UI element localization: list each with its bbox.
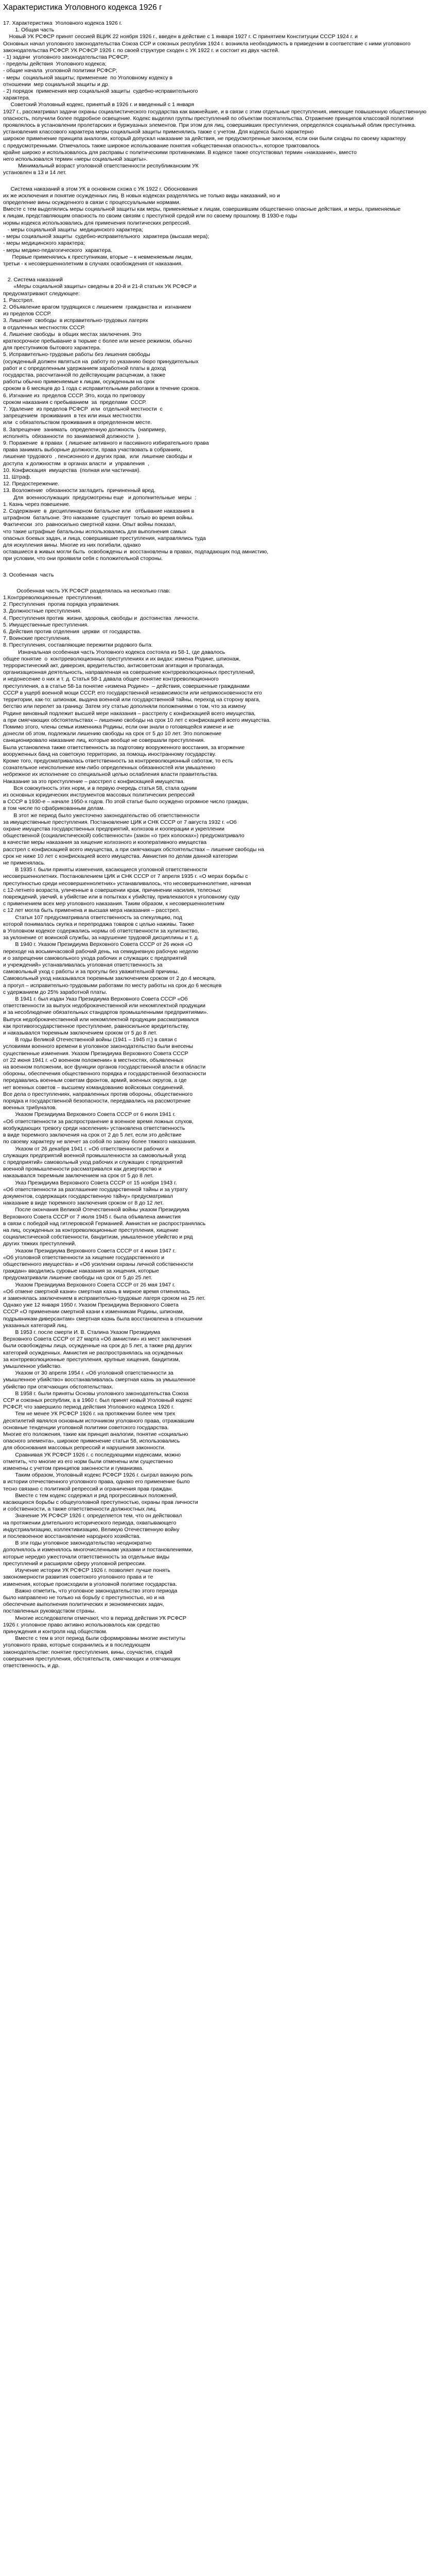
text-line: «Об ответственности за разглашение государственной тайны и за утрату [3,1186,188,1193]
text-line: 2. Объявление врагом трудящихся с лишением гражданства и изгнанием [3,303,191,310]
text-line: В годы Великой Отечественной войны (1941 – 1945 гг.) в связи с [3,1037,177,1043]
text-line: 5. Имущественные преступления. [3,621,89,628]
text-line: 8. Преступления, составляющие пережитки родового быта. [3,642,153,649]
text-line: дополнялось и изменялось многочисленными указами и постановлениями, [3,1547,193,1553]
text-line: 5. Исправительно-трудовые работы без лишения свободы [3,351,150,358]
text-line: в том числе по сфабрикованным делам. [3,805,105,812]
text-line: с 12-летнего возраста, уличенные в совершении краж, причинении насилия, телесных [3,887,221,893]
text-line: и послевоенное восстановление народного хозяйства. [3,1533,141,1540]
text-line: других тяжких преступлений. [3,1241,76,1247]
text-line: совершения преступления, обстоятельств, смягчающих и отягчающих [3,1655,181,1662]
text-line: ответственность, и др. [3,1662,60,1669]
text-line: В 1941 г. был издан Указ Президиума Верховного Совета СССР «Об [3,996,188,1003]
text-line: уголовного права, которые сохранились и в последующем [3,1642,150,1649]
text-line: предусматривали лишение свободы на срок от 5 до 25 лет. [3,1275,152,1281]
text-line: вооруженных банд на советскую территорию, за помощь иностранному государству. [3,751,216,757]
text-line: Указом Президиума Верховного Совета СССР от 26 мая 1947 г. [3,1281,176,1288]
text-line: проявлялось в установлении пролетарских и буржуазных элементов. При этом для лиц, совершивших преступления, определялся социальный облик преступника. [3,122,416,129]
text-line: крайне широко и использовалось для расправы с политическими противниками. В кодексе также отсутствовал термин «наказание», вместо [3,149,357,156]
text-line: работ и с определенным удержанием заработной платы в доход [3,365,166,371]
text-line: Фактически это равносильно смертной казни. Опыт войны показал, [3,521,177,528]
text-line: законодательстве: понятие преступления, вины, соучастия, стадий [3,1649,172,1655]
text-line: Основных начал уголовного законодательства Союза ССР и союзных республик 1924 г. возникла необходимость в приведении в соответствие с ними уголовного [3,40,411,47]
text-line: изменения, которые происходили в уголовной политике государства. [3,1581,177,1587]
text-line: Таким образом, Уголовный кодекс РСФСР 1926 г. сыграл важную роль [3,1472,193,1479]
text-line: штрафном батальоне. Это наказание существует только во время войны. [3,515,194,521]
text-line: самовольный уход с работы и за прогулы без уважительной причины. [3,969,179,975]
text-line: предусматривают следующее: [3,290,80,297]
text-line: В 1940 г. Указом Президиума Верховного Совета СССР от 26 июня «О [3,941,193,948]
text-line: Сравнивая УК РСФСР 1926 г. с последующими кодексами, можно [3,1451,181,1458]
document-body [3,20,433,1669]
text-line: «Меры социальной защиты» сведены в 20-й и 21-й статьях УК РСФСР и [3,283,197,290]
text-line: Указом Президиума Верховного Совета СССР от 4 июня 1947 г. [3,1247,176,1254]
text-line: Верховного Совета СССР от 27 марта «Об амнистии» из мест заключения [3,1336,191,1343]
text-line: принуждения и контроля над обществом. [3,1628,108,1635]
section [3,20,433,177]
text-line: 13. Возложение обязанности загладить причиненный вред. [3,487,156,494]
text-line: подрывникам-диверсантам» смертная казнь была восстановлена в отношении [3,1315,203,1322]
text-line: и недонесение о них и т. д. Статья 58-1 давала общее понятие контрреволюционного [3,676,219,683]
text-line: за уклонение от воинской службы, за нарушение трудовой дисциплины и т. д. [3,935,199,941]
text-line: СССР «О применении смертной казни к изменникам Родины, шпионам, [3,1309,184,1315]
text-line: донесли об этом, подлежали лишению свободы на срок от 5 до 10 лет. Это положение [3,731,222,737]
text-line: граждан» вводились суровые наказания за хищения, которые [3,1268,159,1275]
text-line: с предусмотренными. Отмечалось также широкое использование понятия «общественная опасность», которое трактовалось [3,142,320,149]
text-line: к лицам, представляющим опасность по своим связям с преступной средой или по своему прошлому. В 1930-е годы [3,213,298,219]
text-line: Помимо этого, члены семьи изменника Родины, если они знали о готовящейся измене и не [3,723,234,730]
text-line: 6. Изгнание из пределов СССР. Это, когда по приговору [3,392,145,399]
text-line: территории, как-то: шпионаж, выдача военной или государственной тайны, переход на сторону врага, [3,697,260,703]
text-line: возбуждающих тревогу среди населения» установлена ответственность [3,1125,185,1131]
text-line: которые нередко ужесточали ответственность за отдельные виды [3,1553,170,1560]
text-line: обеспечение выполнения политических и экономических задач, [3,1601,164,1608]
text-line: права занимать выборные должности, права участвовать в собраниях, [3,447,182,453]
text-line: в истории отечественного уголовного права, однако его применение было [3,1479,190,1485]
text-line: служащих предприятий военной промышленности за самовольный уход [3,1152,186,1159]
text-line: в качестве меры наказания за хищение колхозного и кооперативного имущества [3,839,207,846]
text-line: - меры социальной защиты медицинского характера; [3,226,143,233]
text-line: 4. Лишение свободы в общих местах заключения. Это [3,331,142,337]
text-line: были освобождены лица, осужденные на срок до 5 лет, а также ряд других [3,1343,192,1349]
text-line: Важно отметить, что уголовное законодательство этого периода [3,1587,178,1594]
text-line: условиями военного времени в уголовное законодательство были внесены [3,1043,193,1050]
text-line: (осужденный должен являться на работу по указанию бюро принудительных [3,358,199,365]
text-line: для обоснования массовых репрессий и нарушения законности. [3,1445,166,1451]
text-line: убийство при отягчающих обстоятельствах. [3,1383,113,1390]
text-line: с 12 лет могла быть применена и высшая мера наказания – расстрел. [3,907,180,914]
section [3,277,433,563]
text-line: при условии, что они проявили себя с положительной стороны. [3,555,163,562]
text-line: Указом Президиума Верховного Совета СССР от 6 июля 1941 г. [3,1111,176,1118]
text-line: террористический акт, диверсия, вредительство, антисоветская агитация и пропаганда, [3,663,224,669]
text-line: передавались военным советам фронтов, армий, военных округов, а где [3,1077,187,1084]
text-line: Минимальный возраст уголовной ответственности республиканским УК [3,163,199,170]
document-title: Характеристика Уголовного кодекса 1926 г [3,3,162,12]
text-line: Вместе с тем кодекс содержал и ряд прогрессивных положений, [3,1492,178,1499]
text-line: и о запрещении самовольного ухода рабочих и служащих с предприятий [3,955,187,961]
text-line: на военном положении, все функции органов государственной власти в области [3,1064,206,1071]
text-line: 7. Удаление из пределов РСФСР или отдельной местности с [3,405,163,412]
text-line: доступа к должностям в органах власти и управления , [3,460,149,467]
text-line: в Уголовном кодексе содержались нормы об ответственности за хулиганство, [3,928,199,934]
text-line: оставшиеся в живых могли быть освобождены и восстановлены в правах, подпадающих под амнистию, [3,549,269,555]
text-line: Кроме того, предусматривалась ответственность за контрреволюционный саботаж, то есть [3,757,233,764]
text-line: сроком наказания с пребыванием за пределами СССР. [3,399,147,405]
text-line: изменены с учетом принципов законности и гуманизма. [3,1465,144,1472]
text-line: индустриализацию, коллективизацию, Великую Отечественную войну [3,1526,180,1533]
text-line: бегство или перелет за границу. Затем эту статью дополняли положениями о том, что за измену [3,703,246,710]
text-line: После окончания Великой Отечественной войны указом Президиума [3,1207,189,1213]
text-line: исполнять обязанности по занимаемой должности ). [3,433,140,439]
text-line: - общие начала уголовной политики РСФСР; [3,67,117,74]
text-line: с применением всех мер уголовного наказания. Таким образом, к несовершеннолетним [3,901,224,907]
text-line: в СССР в 1930-е – начале 1950-х годов. По этой статье было осуждено огромное число граждан, [3,799,249,805]
text-line: и учреждений» устанавливалась уголовная ответственность за [3,962,163,969]
text-line: Указ Президиума Верховного Совета СССР от 15 ноября 1943 г. [3,1179,177,1186]
text-line: отношении мер социальной защиты и др. [3,81,110,88]
text-line: Система наказаний в этом УК в основном схожа с УК 1922 г. Обоснования [3,185,198,192]
text-line: и собственности, а также ответственности должностных лиц. [3,1506,157,1513]
text-line: 1. Общая часть [3,27,55,33]
text-line: третьи - к несовершеннолетним в случаях освобождения от наказания. [3,260,183,267]
text-line: опасность, получили более подробное освещение. Кодекс выделял группы преступлений по объектам посягательства. Отражение принципов классовой политики [3,115,414,122]
text-line: «Об отмене смертной казни» смертная казнь в мирное время отменялась [3,1288,190,1295]
text-line: наказание в виде тюремного заключения сроком от 8 до 12 лет. [3,1200,164,1207]
text-line: расстрел с конфискацией всего имущества, а при смягчающих обстоятельствах – лишение свободы на [3,846,264,853]
text-line: опасных боевых задач, и лица, совершившие преступления, направлялись туда [3,535,206,541]
text-line: определение вины осужденного в связи с процессуальными нормами. [3,199,181,206]
text-line: Первые применялись к преступникам, вторые – к невменяемым лицам, [3,253,193,260]
text-line: 12. Предостережение. [3,481,60,487]
text-line: Все дела о преступлениях, направленных против обороны, общественного [3,1091,193,1097]
text-line: Верховного Совета СССР от 7 июля 1945 г. была объявлена амнистия [3,1213,181,1220]
text-line: 10. Конфискация имущества (полная или частичная). [3,467,141,473]
text-line: «Об ответственности за распространение в военное время ложных слухов, [3,1118,194,1125]
text-line: - меры медико-педагогического характера. [3,247,112,253]
text-line: а прогул – исправительно-трудовыми работами по месту работы на срок до 6 месяцев [3,982,222,989]
text-line: Указом от 26 декабря 1941 г. «Об ответственности рабочих и [3,1145,169,1152]
text-line: Указом от 30 апреля 1954 г. «Об уголовной ответственности за [3,1370,173,1377]
text-line: 9. Поражение в правах ( лишение активного и пассивного избирательного права [3,439,209,446]
text-line: Тем не менее УК РСФСР 1926 г. на протяжении более чем трех [3,1411,176,1417]
text-line: которой понималась скупка и перепродажа товаров с целью наживы. Также [3,921,195,927]
text-line: документов, содержащих государственную тайну» предусматривал [3,1193,173,1199]
text-line: за имущественные преступления. Постановление ЦИК и СНК СССР от 7 августа 1932 г. «Об [3,819,237,825]
text-line: ответственности за выпуск недоброкачественной или некомплектной продукции [3,1003,205,1009]
text-line: Вместе с тем выделялись меры социальной защиты как меры, применяемые к лицам, совершившим общественно опасные действия, и меры, применяемые [3,206,401,213]
text-line: Для военнослужащих предусмотрены еще и дополнительные меры : [3,494,196,501]
text-line: по своему характеру не влечет за собой по закону более тяжкого наказания. [3,1139,197,1145]
text-line: военных трибуналов. [3,1105,57,1111]
text-line: в отдаленных местностях СССР. [3,324,85,331]
text-line: него использовался термин «меры социальной защиты». [3,156,148,163]
text-line: 7. Воинские преступления. [3,635,71,642]
text-line: законодательства РСФСР. УК РСФСР 1926 г. по своей структуре сходен с УК 1922 г. и состоит из двух частей. [3,47,280,54]
text-line: 1. Расстрел. [3,297,34,303]
text-line: и за несоблюдение обязательных стандартов промышленными предприятиями». [3,1009,208,1016]
text-line: охране имущества государственных предприятий, колхозов и кооперации и укреплении [3,825,224,832]
text-line: В эти годы уголовное законодательство неоднократно [3,1540,152,1547]
text-line: работы обычно применяемые к лицам, осужденным на срок [3,379,155,385]
text-line: повреждений, увечий, в убийстве или в попытках к убийству, привлекаются к уголовному суду [3,893,240,900]
text-line: установления классового характера меры социальной защиты применялись также с учетом. Для кодекса было характерно [3,129,314,135]
text-line: указанных категорий лиц. [3,1322,68,1329]
text-line: 8. Запрещение занимать определенную должность (например, [3,426,166,433]
section [3,572,433,579]
text-line: 2. Преступления против порядка управления. [3,601,120,608]
text-line: характера. [3,95,30,101]
text-line: - меры социальной защиты судебно-исправительного характера (высшая мера); [3,233,210,240]
text-line: для преступников бытового характера. [3,345,101,351]
text-line: основные тенденции уголовной политики советского государства. [3,1424,169,1431]
text-line: государства, рассчитанной по действующим расценкам, а также [3,371,166,378]
text-line: широкое применение принципа аналогии, который допускал наказание за действия, не предусмотренные законом, если они были сходны по своему характеру [3,135,406,142]
text-line: Самовольный уход наказывался тюремным заключением сроком от 2 до 4 месяцев, [3,975,216,982]
text-line: Родине виновный подлежит высшей мере наказания – расстрелу с конфискацией всего имущества, [3,710,256,717]
text-line: Наказание за это преступление – расстрел с конфискацией имущества. [3,778,185,785]
text-line: РСФСР, что завершило период действия Уголовного кодекса 1926 г. [3,1404,175,1411]
text-line: 2. Система наказаний [3,277,63,283]
text-line: преступлений и расширяли сферу уголовной репрессии. [3,1560,146,1567]
text-line: как противогосударственное преступление, равносильное вредительству, [3,1023,189,1029]
text-line: В 1953 г. после смерти И. В. Сталина Указом Президиума [3,1329,161,1335]
section [3,186,433,267]
text-line: - меры социальной защиты; применение по Уголовному кодексу в [3,74,173,81]
text-line: 2. Содержание в дисциплинарном батальоне или отбывание наказания в [3,508,195,515]
section [3,588,433,1669]
text-line: опасного элемента», широкое применение статьи 58, использовались [3,1438,180,1445]
text-line: поставленных руководством страны. [3,1608,96,1615]
text-line: общее понятие о контрреволюционных преступлениях и их видах: измена Родине, шпионаж, [3,655,241,662]
text-line: и заменялась заключением в исправительно-трудовые лагеря сроком на 25 лет. [3,1295,205,1301]
text-line: преступления, а в статье 58-1а понятие «измена Родине» – действия, совершенные гражданами [3,683,250,689]
text-line: несовершеннолетних. Постановлением ЦИК и СНК СССР от 7 апреля 1935 г. «О мерах борьбы с [3,873,248,880]
text-line: тесно связано с политикой репрессий и ограничения прав граждан. [3,1485,173,1492]
text-line: 1927 г., рассматривал задачи охраны социалистического государства как важнейшие, и в связи с этим отдельные преступления, имеющие повышенную общественную [3,108,427,115]
text-line: Выпуск недоброкачественной или некомплектной продукции рассматривался [3,1016,199,1023]
text-line: 1. Казнь через повешение. [3,501,71,507]
text-line: военной промышленности рассматривался как дезертирство и [3,1166,162,1173]
text-line: отметить, что многие из его норм были отменены или существенно [3,1458,173,1465]
text-line: 3. Должностные преступления. [3,608,82,615]
text-line: категорий осужденных. Амнистия не распространялась на осужденных [3,1349,183,1356]
text-line: переходе на восьмичасовой рабочий день, на семидневную рабочую неделю [3,948,199,955]
text-line: В этот же период было ужесточено законодательство об ответственности [3,812,200,819]
text-line: в виде тюремного заключения на срок от 2 до 5 лет, если это действие [3,1132,182,1139]
text-line: Однако уже 12 января 1950 г. Указом Президиума Верховного Совета [3,1302,179,1309]
text-line: на лиц, осужденных за контрреволюционные преступления, хищение [3,1227,179,1233]
text-line: умышленное убийство» восстанавливалась смертная казнь за умышленное [3,1377,196,1383]
text-line: порядка и государственной безопасности, передавались на рассмотрение [3,1098,191,1105]
text-line: СССР в ущерб военной мощи СССР, его государственной независимости или неприкосновенности его [3,689,262,696]
text-line: 11. Штраф. [3,474,31,480]
text-line: их же исключения и понятие осужденных лиц. В новых кодексах разделялись не только виды наказаний, но и [3,192,280,199]
text-line: Изучение истории УК РСФСР 1926 г. позволяет лучше понять [3,1567,170,1574]
text-line: а при смягчающих обстоятельствах – лишению свободы на срок 10 лет с конфискацией всего имущества. [3,717,271,723]
text-line: В 1958 г. были приняты Основы уголовного законодательства Союза [3,1390,189,1397]
text-line: 17. Характеристика Уголовного кодекса 1926 г. [3,20,123,26]
text-line: что такие штрафные батальоны использовались для выполнения самых [3,528,186,535]
text-line: от 22 июня 1941 г. «О военном положении» в местностях, объявленных [3,1057,184,1063]
text-line: за контрреволюционные преступления, крупные хищения, бандитизм, [3,1356,180,1363]
text-line: из пределов СССР. [3,311,51,317]
text-line: запрещением проживания в тех или иных местностях [3,413,142,419]
text-line: санкционировало наказание лиц, которые вообще не совершали преступления. [3,737,205,744]
text-line: Новый УК РСФСР принят сессией ВЦИК 22 ноября 1926 г., введен в действие с 1 января 1927 г. С принятием Конституции СССР 1924 г. и [3,33,358,40]
text-line: преступностью среди несовершеннолетних» устанавливалось, что несовершеннолетние, начиная [3,880,251,887]
text-line: 4. Преступления против жизни, здоровья, свободы и достоинства личности. [3,615,199,621]
text-line: Многие исследователи отмечают, что в период действия УК РСФСР [3,1615,186,1621]
text-line: и наказывался тюремным заключением сроком от 5 до 8 лет. [3,1030,158,1037]
text-line: организационная деятельность, направленная на совершение контрреволюционных преступлений, [3,669,255,676]
text-line: срок не ниже 10 лет с конфискацией всего имущества. Амнистия по делам данной категории [3,853,238,859]
text-line: десятилетий являлся основным источником уголовного права, отражавшим [3,1417,195,1424]
text-line: - 1) задачи уголовного законодательства РСФСР; [3,54,129,61]
text-line: небрежное их исполнение со специальной целью ослабления власти правительства. [3,771,218,778]
text-line: на протяжении длительного исторического периода, охватывающего [3,1519,177,1526]
text-line: было направлено не только на борьбу с преступностью, но и на [3,1594,165,1601]
text-line: существенные изменения. Указом Президиума Верховного Совета СССР [3,1050,188,1057]
text-line: В 1935 г. были приняты изменения, касающиеся уголовной ответственности [3,867,207,873]
text-line: Советский Уголовный кодекс, принятый в 1926 г. и введенный с 1 января [3,101,195,108]
text-line: краткосрочное пребывание в тюрьме с более или менее режимом, обычно [3,337,192,344]
text-line: Значение УК РСФСР 1926 г. определяется тем, что он действовал [3,1513,182,1519]
text-line: общественного имущества» и «Об усилении охраны личной собственности [3,1261,194,1267]
text-line: нормы кодекса использовались для применения политических репрессий. [3,219,191,226]
text-line: общественной (социалистической) собственности» (закон «о трех колосках») предусматривало [3,833,245,839]
text-line: для искупления вины. Многие из них погибали, однако [3,542,141,549]
text-line: сознательное неисполнение кем-либо определенных обязанностей или умышленно [3,765,216,771]
text-line: Вместе с тем в этот период были сформированы многие институты [3,1635,186,1642]
text-line: лишение трудового , пенсионного и других прав, или лишение свободы и [3,453,192,460]
text-line: «Об уголовной ответственности за хищение государственного и [3,1254,165,1261]
text-line: или с обязательством проживания в определенном месте. [3,419,152,426]
text-line: 1926 г. уголовное право активно использовалось как средство [3,1621,160,1628]
text-line: - 2) порядок применения мер социальной защиты судебно-исправительного [3,88,198,95]
text-line: ССР и союзных республик, а в 1960 г. был принят новый Уголовный кодекс [3,1397,193,1404]
text-line: - меры медицинского характера; [3,240,85,247]
text-line: касающихся борьбы с общеуголовной преступностью, охраны прав личности [3,1499,198,1506]
text-line: сроком в 6 месяцев до 1 года с исправительными работами в течение сроков. [3,385,200,392]
text-line: Особенная часть УК РСФСР разделялась на несколько глав: [3,587,170,594]
text-line: 1.Контрреволюционные преступления. [3,595,103,601]
text-line: не применялась. [3,859,46,866]
text-line: Многие его положения, такие как принцип аналогии, понятие «социально [3,1431,188,1438]
text-line: Статья 107 предусматривала ответственность за спекуляцию, под [3,914,182,921]
text-line: 3. Особенная часть [3,571,54,578]
text-line: 6. Действия против отделения церкви от государства. [3,629,142,635]
text-line: обороны, обеспечения общественного порядка и государственной безопасности [3,1071,206,1077]
text-line: Была установлена также ответственность за подготовку вооруженного восстания, за вторжение [3,744,245,751]
text-line: социалистической собственности, бандитизм, умышленное убийство и ряд [3,1234,193,1241]
text-line: из основных юридических инструментов массовых политических репрессий [3,791,195,798]
text-line: наказывался тюремным заключением на срок от 5 до 8 лет. [3,1173,153,1179]
text-line: с удержанием до 25% заработной платы. [3,989,108,995]
text-line: с предприятий» самовольный уход рабочих и служащих с предприятий [3,1159,183,1165]
text-line: - пределы действия Уголовного кодекса; [3,61,107,67]
text-line: Вся совокупность этих норм, и в первую очередь статья 58, стала одним [3,785,197,791]
text-line: в связи с победой над гитлеровской Германией. Амнистия не распространялась [3,1220,206,1227]
text-line: умышленное убийство. [3,1363,62,1369]
text-line: установлен в 13 и 14 лет. [3,170,67,176]
text-line: закономерности развития советского уголовного права и те [3,1574,153,1581]
text-line: Изначальная особенная часть Уголовного кодекса состояла из 58-1, где давалось [3,649,225,655]
text-line: нет военных советов – высшему командованию войсковых соединений. [3,1084,184,1091]
text-line: 3. Лишение свободы в исправительно-трудовых лагерях [3,317,148,324]
